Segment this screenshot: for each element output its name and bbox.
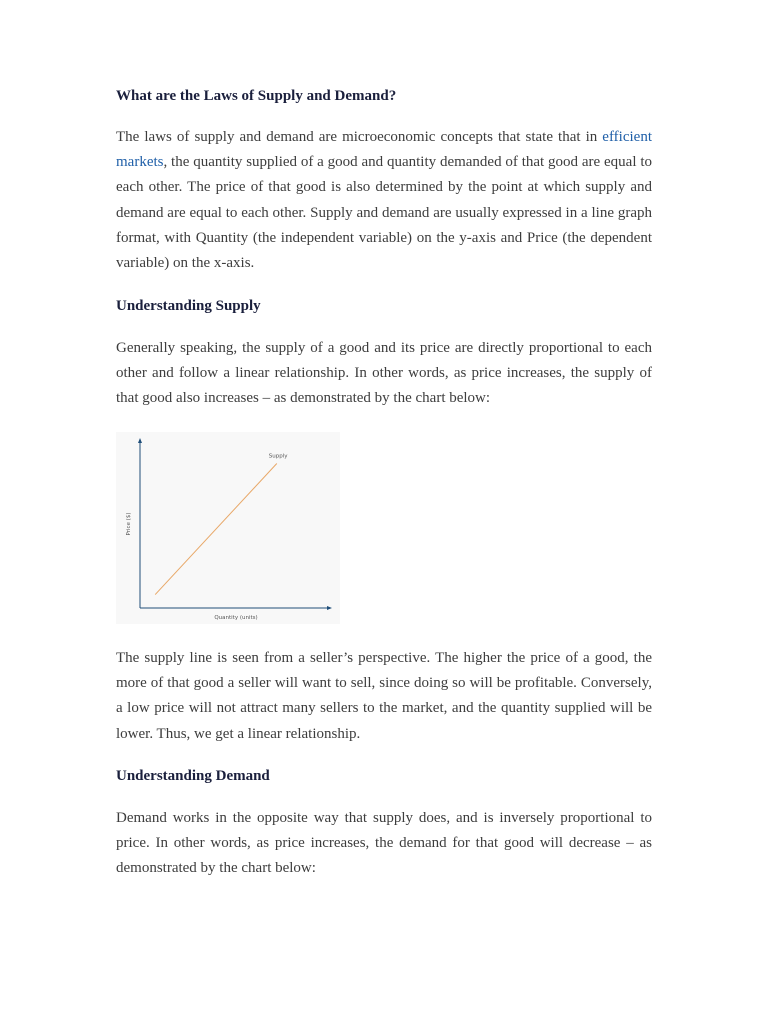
heading-understanding-supply: Understanding Supply bbox=[116, 298, 261, 314]
supply-chart bbox=[116, 432, 340, 624]
paragraph-laws-intro bbox=[116, 125, 652, 276]
supply-series-label: Supply bbox=[268, 453, 288, 460]
paragraph-laws-intro-text-2: , the quantity supplied of a good and quantity demanded of that good are equal to each other. The price of that good is also determined by the point at which supply and demand are equal to each other. Supply and demand are usually expressed in a line graph format, with Quantity (the independent variable) on the y-axis and Price (the dependent variable) on the x-axis. bbox=[116, 154, 652, 272]
x-axis-arrow bbox=[327, 606, 332, 610]
paragraph-supply-intro: Generally speaking, the supply of a good and its price are directly proportional to each other and follow a linear relationship. In other words, as price increases, the supply of that good also increases – as demonstrated by the chart below: bbox=[116, 340, 652, 407]
heading-laws-of-supply-and-demand: What are the Laws of Supply and Demand? bbox=[116, 88, 397, 104]
efficient-markets-link[interactable]: efficient markets bbox=[116, 129, 652, 171]
supply-chart-svg bbox=[116, 432, 340, 624]
y-axis-label: Price ($) bbox=[126, 512, 132, 536]
supply-series-line bbox=[155, 464, 277, 595]
paragraph-demand-intro: Demand works in the opposite way that supply does, and is inversely proportional to price. In other words, as price increases, the demand for that good will decrease – as demonstrated by the chart below: bbox=[116, 810, 652, 877]
y-axis-arrow bbox=[138, 438, 142, 443]
heading-understanding-demand: Understanding Demand bbox=[116, 768, 270, 784]
paragraph-laws-intro-text-1: The laws of supply and demand are microeconomic concepts that state that in bbox=[116, 129, 603, 145]
paragraph-supply-explanation: The supply line is seen from a seller’s perspective. The higher the price of a good, the more of that good a seller will want to sell, since doing so will be profitable. Conversely, a low price will not attract many sellers to the market, and the quantity supplied will be lower. Thus, we get a linear relationship. bbox=[116, 650, 652, 742]
x-axis-label: Quantity (units) bbox=[214, 615, 258, 621]
